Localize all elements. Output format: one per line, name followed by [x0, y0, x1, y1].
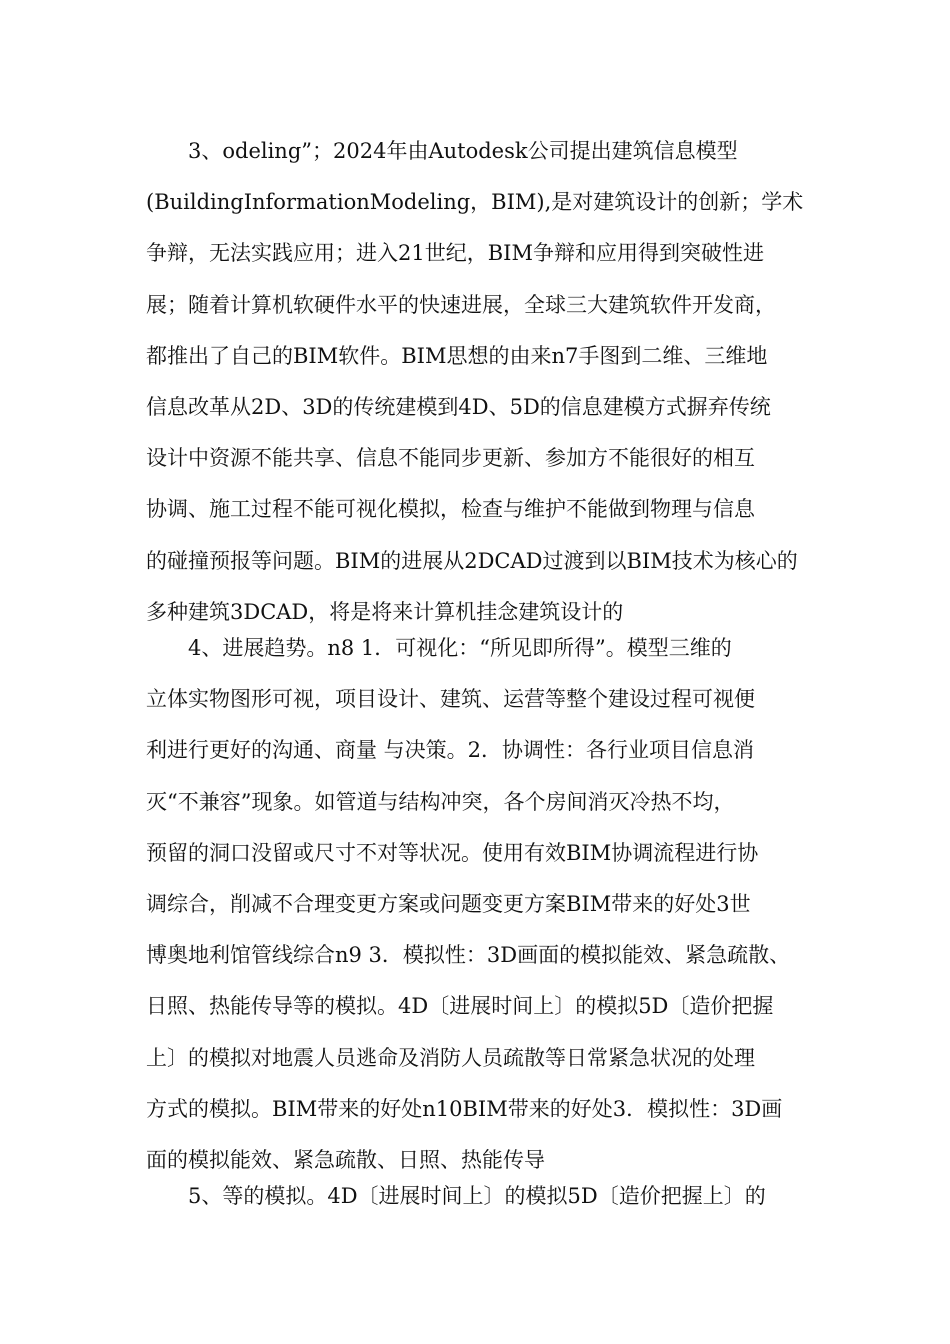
text-line: 博奥地利馆管线综合n9 3．模拟性：3D画面的模拟能效、紧急疏散、	[146, 943, 791, 968]
text-line: 展；随着计算机软硬件水平的快速进展，全球三大建筑软件开发商，	[146, 292, 776, 317]
text-line: 调综合，削减不合理变更方案或问题变更方案BIM带来的好处3世	[146, 891, 751, 916]
text-line: 灭“不兼容”现象。如管道与结构冲突，各个房间消灭冷热不均，	[146, 789, 735, 814]
text-line: 多种建筑3DCAD，将是将来计算机挂念建筑设计的	[146, 599, 624, 624]
text-line: 4、进展趋势。n8 1．可视化：“所见即所得”。模型三维的	[188, 636, 732, 660]
text-line: 日照、热能传导等的模拟。4D〔进展时间上〕的模拟5D〔造价把握	[146, 994, 774, 1019]
text-line: 信息改革从2D、3D的传统建模到4D、5D的信息建模方式摒弃传统	[146, 394, 771, 419]
text-line: 都推出了自己的BIM软件。BIM思想的由来n7手图到二维、三维地	[146, 343, 768, 368]
text-line: 利进行更好的沟通、商量 与决策。2．协调性：各行业项目信息消	[146, 738, 755, 763]
text-line: 争辩，无法实践应用；进入21世纪，BIM争辩和应用得到突破性进	[146, 241, 764, 266]
text-line: 面的模拟能效、紧急疏散、日照、热能传导	[146, 1147, 545, 1172]
text-line: 预留的洞口没留或尺寸不对等状况。使用有效BIM协调流程进行协	[146, 840, 759, 865]
text-line: 的碰撞预报等问题。BIM的进展从2DCAD过渡到以BIM技术为核心的	[146, 548, 798, 573]
paragraph-4	[146, 623, 836, 1186]
text-line: 上〕的模拟对地震人员逃命及消防人员疏散等日常紧急状况的处理	[146, 1045, 755, 1070]
paragraph-5	[146, 1171, 836, 1222]
text-line: 设计中资源不能共享、信息不能同步更新、参加方不能很好的相互	[146, 446, 755, 471]
text-line: 5、等的模拟。4D〔进展时间上〕的模拟5D〔造价把握上〕的	[188, 1184, 766, 1208]
text-line: 协调、施工过程不能可视化模拟，检查与维护不能做到物理与信息	[146, 497, 755, 522]
paragraph-3	[146, 126, 836, 638]
text-line: 立体实物图形可视，项目设计、建筑、运营等整个建设过程可视便	[146, 687, 755, 712]
text-line: (BuildingInformationModeling，BIM),是对建筑设计的创新；学术	[146, 190, 804, 215]
text-line: 3、odeling”；2024年由Autodesk公司提出建筑信息模型	[188, 139, 738, 163]
text-line: 方式的模拟。BIM带来的好处n10BIM带来的好处3．模拟性：3D画	[146, 1096, 783, 1121]
